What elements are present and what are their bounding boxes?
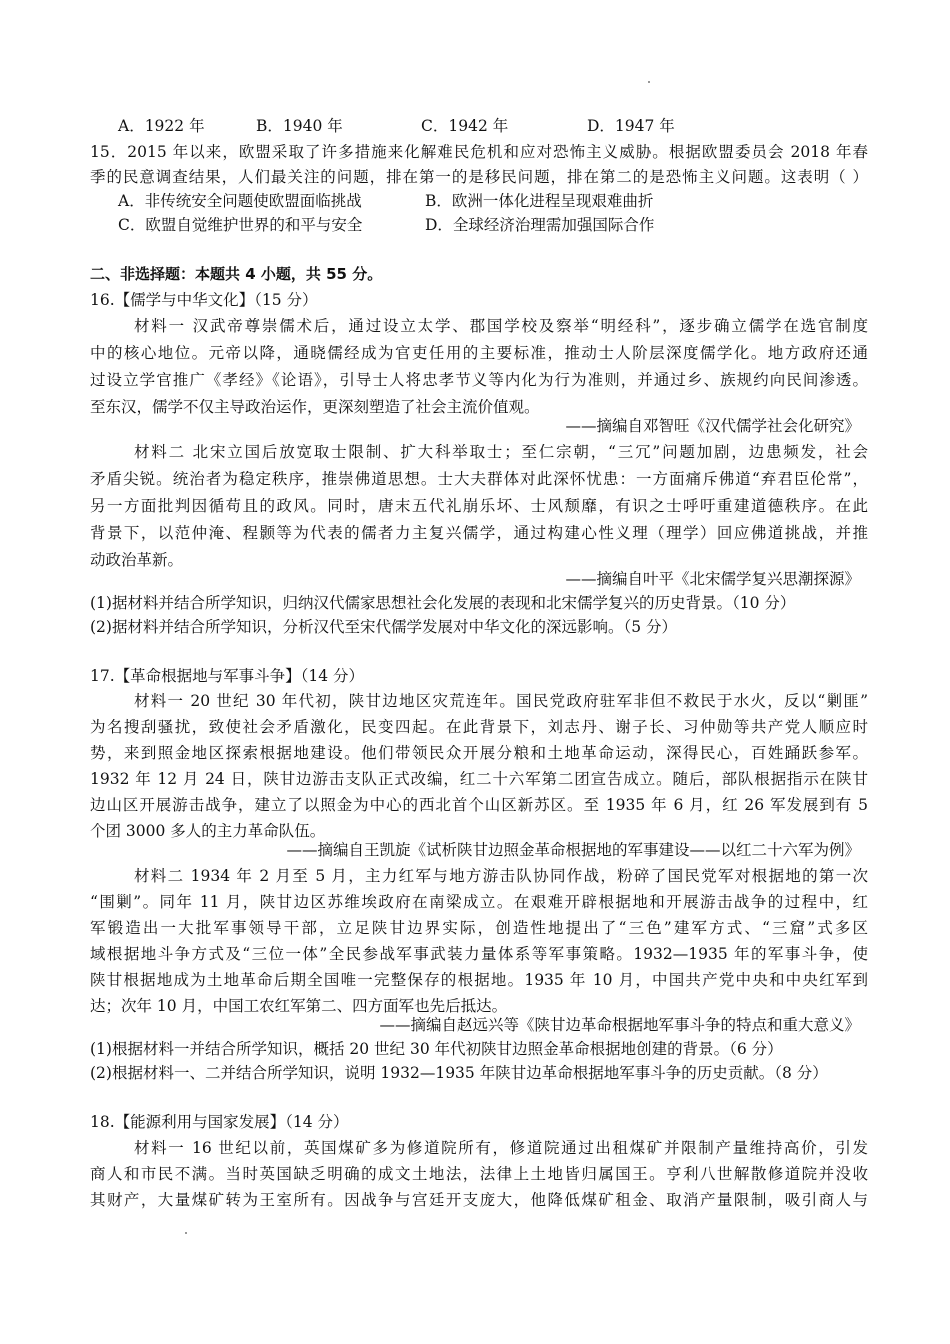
section-title: 二、非选择题：本题共 4 小题，共 55 分。 <box>90 265 383 283</box>
question-title: 16.【儒学与中华文化】（15 分） <box>90 291 318 309</box>
material-line: 中的核心地位。元帝以降，通晓儒经成为官吏任用的主要标准，推动士人阶层深度儒学化。地方政府还通 <box>90 344 868 362</box>
sub-question: (1)根据材料一并结合所学知识，概括 20 世纪 30 年代初陕甘边照金革命根据地创建的背景。（6 分） <box>90 1040 783 1058</box>
material-line: 域根据地斗争方式及“三位一体”全民参战军事武装力量体系等军事策略。1932—1935 年的军事斗争，使 <box>90 945 868 963</box>
material-source: ——摘编自王凯旋《试析陕甘边照金革命根据地的军事建设——以红二十六军为例》 <box>286 841 860 859</box>
material-line: 至东汉，儒学不仅主导政治运作，更深刻塑造了社会主流价值观。 <box>90 398 540 416</box>
q14-option-b[interactable]: B．1940 年 <box>256 117 343 135</box>
material-line: 个团 3000 多人的主力革命队伍。 <box>90 822 326 840</box>
material-line: 势，来到照金地区探索根据地建设。他们带领民众开展分粮和土地革命运动，深得民心，百姓踊跃参军。 <box>90 744 868 762</box>
material-line: 过设立学官推广《孝经》《论语》，引导士人将忠孝节义等内化为行为准则，并通过乡、族规约向民间渗透。 <box>90 371 868 389</box>
q14-option-a[interactable]: A．1922 年 <box>118 117 205 135</box>
material-line: 为名搜刮骚扰，致使社会矛盾激化，民变四起。在此背景下，刘志丹、谢子长、习仲勋等共产党人顺应时 <box>90 718 868 736</box>
material-line: 材料一 汉武帝尊崇儒术后，通过设立太学、郡国学校及察举“明经科”，逐步确立儒学在选官制度 <box>134 317 868 335</box>
q15-stem-line: 季的民意调查结果，人们最关注的问题，排在第一的是移民问题，排在第二的是恐怖主义问题。这表明（ ） <box>90 168 868 186</box>
material-line: “围剿”。同年 11 月，陕甘边区苏维埃政府在南梁成立。在艰难开辟根据地和开展游击战争的过程中，红 <box>90 893 868 911</box>
material-line: 矛盾尖锐。统治者为稳定秩序，推崇佛道思想。士大夫群体对此深怀忧患：一方面痛斥佛道“弃君臣伦常”， <box>90 470 868 488</box>
material-line: 其财产，大量煤矿转为王室所有。因战争与宫廷开支庞大，他降低煤矿租金、取消产量限制，吸引商人与 <box>90 1191 868 1209</box>
material-line: 动政治革新。 <box>90 551 184 569</box>
q15-option-c[interactable]: C．欧盟自觉维护世界的和平与安全 <box>118 216 363 234</box>
q14-option-d[interactable]: D．1947 年 <box>587 117 675 135</box>
q15-option-b[interactable]: B．欧洲一体化进程呈现艰难曲折 <box>425 192 654 210</box>
q14-option-c[interactable]: C．1942 年 <box>421 117 509 135</box>
material-line: 商人和市民不满。当时英国缺乏明确的成文土地法，法律上土地皆归属国王。亨利八世解散修道院并没收 <box>90 1165 868 1183</box>
material-line: 另一方面批判因循苟且的政风。同时，唐末五代礼崩乐坏、士风颓靡，有识之士呼吁重建道德秩序。在此 <box>90 497 868 515</box>
material-line: 边山区开展游击战争，建立了以照金为中心的西北首个山区新苏区。至 1935 年 6 月，红 26 军发展到有 5 <box>90 796 868 814</box>
scan-dot <box>185 1232 187 1234</box>
scan-dot <box>648 81 650 83</box>
question-title: 18.【能源利用与国家发展】（14 分） <box>90 1113 349 1131</box>
material-line: 1932 年 12 月 24 日，陕甘边游击支队正式改编，红二十六军第二团宣告成立。随后，部队根据指示在陕甘 <box>90 770 868 788</box>
q15-stem-line: 15．2015 年以来，欧盟采取了许多措施来化解难民危机和应对恐怖主义威胁。根据欧盟委员会 2018 年春 <box>90 143 868 161</box>
q15-option-a[interactable]: A．非传统安全问题使欧盟面临挑战 <box>118 192 362 210</box>
material-source: ——摘编自赵远兴等《陕甘边革命根据地军事斗争的特点和重大意义》 <box>379 1016 860 1034</box>
material-source: ——摘编自邓智旺《汉代儒学社会化研究》 <box>565 417 860 435</box>
material-line: 达；次年 10 月，中国工农红军第二、四方面军也先后抵达。 <box>90 997 508 1015</box>
material-line: 材料一 20 世纪 30 年代初，陕甘边地区灾荒连年。国民党政府驻军非但不救民于水火，反以“剿匪” <box>134 692 868 710</box>
q15-option-d[interactable]: D．全球经济治理需加强国际合作 <box>425 216 655 234</box>
material-line: 材料二 北宋立国后放宽取士限制、扩大科举取士；至仁宗朝，“三冗”问题加剧，边患频发，社会 <box>134 443 868 461</box>
sub-question: (2)根据材料一、二并结合所学知识，说明 1932—1935 年陕甘边革命根据地军事斗争的历史贡献。（8 分） <box>90 1064 828 1082</box>
material-line: 背景下，以范仲淹、程颢等为代表的儒者力主复兴儒学，通过构建心性义理（理学）回应佛道挑战，并推 <box>90 524 868 542</box>
sub-question: (2)据材料并结合所学知识，分析汉代至宋代儒学发展对中华文化的深远影响。（5 分） <box>90 618 677 636</box>
question-title: 17.【革命根据地与军事斗争】（14 分） <box>90 667 365 685</box>
sub-question: (1)据材料并结合所学知识，归纳汉代儒家思想社会化发展的表现和北宋儒学复兴的历史背景。（10 分） <box>90 594 796 612</box>
material-line: 材料二 1934 年 2 月至 5 月，主力红军与地方游击队协同作战，粉碎了国民党军对根据地的第一次 <box>134 867 868 885</box>
material-line: 军锻造出一大批军事领导干部，立足陕甘边界实际，创造性地提出了“三色”建军方式、“三窟”式多区 <box>90 919 868 937</box>
material-source: ——摘编自叶平《北宋儒学复兴思潮探源》 <box>565 570 860 588</box>
material-line: 陕甘根据地成为土地革命后期全国唯一完整保存的根据地。1935 年 10 月，中国共产党中央和中央红军到 <box>90 971 868 989</box>
material-line: 材料一 16 世纪以前，英国煤矿多为修道院所有，修道院通过出租煤矿并限制产量维持高价，引发 <box>134 1139 868 1157</box>
